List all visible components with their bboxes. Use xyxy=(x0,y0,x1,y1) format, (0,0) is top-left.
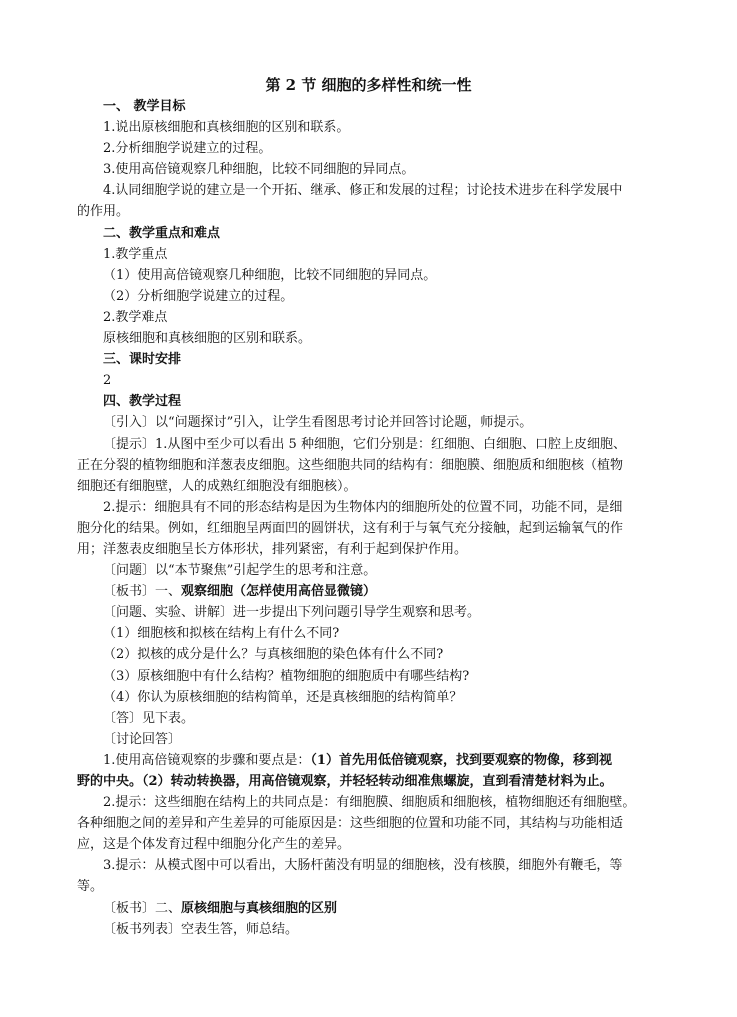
section-heading: 三、课时安排 xyxy=(103,352,182,368)
text-line xyxy=(77,771,667,792)
text-segment: 〔板书〕一、 xyxy=(103,584,182,600)
page-title: 第 2 节 细胞的多样性和统一性 xyxy=(265,76,472,94)
text-segment: 观察细胞（怎样使用高倍显微镜） xyxy=(181,584,377,600)
text-line: （2）拟核的成分是什么？与真核细胞的染色体有什么不同? xyxy=(103,647,444,663)
text-line: 〔引入〕以“问题探讨”引入，让学生看图思考讨论并回答讨论题，师提示。 xyxy=(103,415,533,431)
text-line: 3.提示：从模式图中可以看出，大肠杆菌没有明显的细胞核，没有核膜，细胞外有鞭毛，等 xyxy=(103,858,623,874)
text-line: 〔讨论回答〕 xyxy=(103,731,182,747)
text-line xyxy=(77,898,667,919)
text-line: 等。 xyxy=(77,879,104,895)
text-line: 3.使用高倍镜观察几种细胞，比较不同细胞的异同点。 xyxy=(103,162,415,178)
text-segment: 1.使用高倍镜观察的步骤和要点是： xyxy=(103,752,311,768)
text-line: 〔问题、实验、讲解〕进一步提出下列问题引导学生观察和思考。 xyxy=(103,605,481,621)
text-line: 2.教学难点 xyxy=(103,309,168,325)
text-line: 用；洋葱表皮细胞呈长方体形状，排列紧密，有利于起到保护作用。 xyxy=(77,541,468,557)
text-line: 2.提示：这些细胞在结构上的共同点是：有细胞膜、细胞质和细胞核，植物细胞还有细胞壁。 xyxy=(103,795,636,811)
text-segment: 〔板书〕二、 xyxy=(103,900,182,916)
text-line: （3）原核细胞中有什么结构？植物细胞的细胞质中有哪些结构? xyxy=(103,668,470,684)
text-segment: 原核细胞与真核细胞的区别 xyxy=(181,900,338,916)
text-line: 原核细胞和真核细胞的区别和联系。 xyxy=(103,331,312,347)
section-heading: 一、 教学目标 xyxy=(103,99,186,114)
text-line: 2.分析细胞学说建立的过程。 xyxy=(103,141,272,157)
text-line: 2 xyxy=(103,373,112,389)
text-line: 2.提示：细胞具有不同的形态结构是因为生物体内的细胞所处的位置不同，功能不同，是细 xyxy=(103,499,623,515)
text-line: 正在分裂的植物细胞和洋葱表皮细胞。这些细胞共同的结构有：细胞膜、细胞质和细胞核（植物 xyxy=(77,457,624,473)
section-heading: 二、教学重点和难点 xyxy=(103,225,221,241)
document-body xyxy=(77,96,667,940)
text-line xyxy=(77,750,667,771)
text-line: （2）分析细胞学说建立的过程。 xyxy=(103,288,294,304)
text-segment: （1）首先用低倍镜观察，找到要观察的物像，移到视 xyxy=(310,752,612,768)
text-line: 1.教学重点 xyxy=(103,246,168,262)
text-line: 〔提示〕1.从图中至少可以看出 5 种细胞，它们分别是：红细胞、白细胞、口腔上皮细胞、 xyxy=(103,436,626,452)
text-line: 应，这是个体发育过程中细胞分化产生的差异。 xyxy=(77,837,351,853)
text-line: 〔答〕见下表。 xyxy=(103,710,195,726)
text-line: 1.说出原核细胞和真核细胞的区别和联系。 xyxy=(103,120,350,136)
text-line: 细胞还有细胞壁，人的成熟红细胞没有细胞核）。 xyxy=(77,478,357,494)
text-line: （1）细胞核和拟核在结构上有什么不同? xyxy=(103,626,340,642)
text-line xyxy=(77,581,667,602)
text-segment: 野的中央。（2）转动转换器，用高倍镜观察，并轻轻转动细准焦螺旋，直到看清楚材料为止。 xyxy=(77,774,613,789)
section-heading: 四、教学过程 xyxy=(103,394,182,410)
text-line: 4.认同细胞学说的建立是一个开拓、继承、修正和发展的过程；讨论技术进步在科学发展中 xyxy=(103,183,623,199)
text-line: 〔板书列表〕空表生答，师总结。 xyxy=(103,921,299,937)
text-line: 胞分化的结果。例如，红细胞呈两面凹的圆饼状，这有利于与氧气充分接触，起到运输氧气的作 xyxy=(77,520,624,536)
text-line: 的作用。 xyxy=(77,204,130,220)
text-line: （1）使用高倍镜观察几种细胞，比较不同细胞的异同点。 xyxy=(103,267,437,283)
text-line: （4）你认为原核细胞的结构简单，还是真核细胞的结构简单？ xyxy=(103,689,463,705)
text-line: 〔问题〕以“本节聚焦”引起学生的思考和注意。 xyxy=(103,563,377,579)
text-line: 各种细胞之间的差异和产生差异的可能原因是：这些细胞的位置和功能不同，其结构与功能相适 xyxy=(77,816,624,832)
